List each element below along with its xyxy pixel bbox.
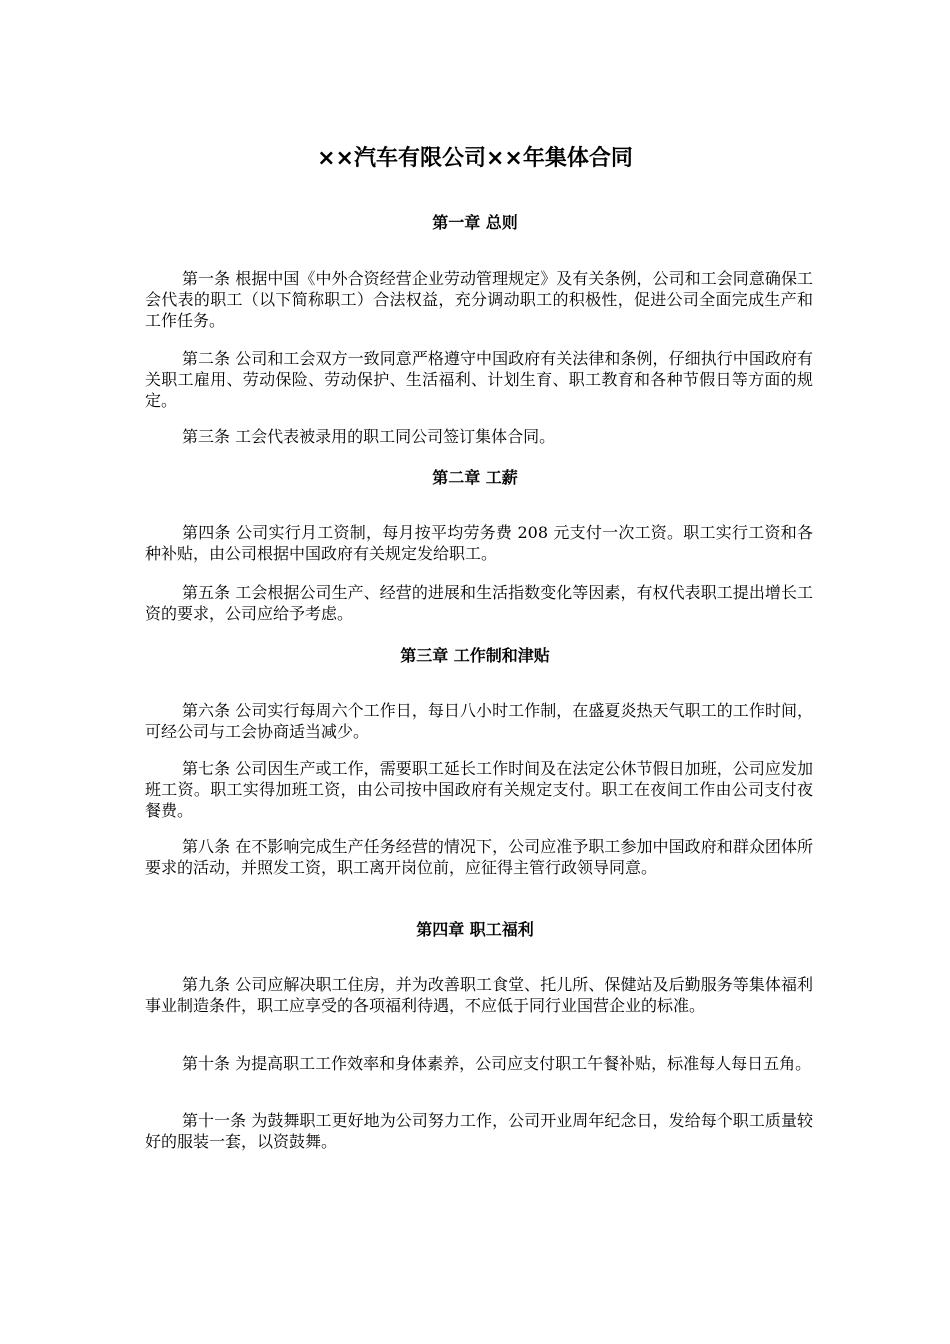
article-9: 第九条 公司应解决职工住房，并为改善职工食堂、托儿所、保健站及后勤服务等集体福利事业制造条件，职工应享受的各项福利待遇，不应低于同行业国营企业的标准。 (145, 975, 813, 1015)
article-11: 第十一条 为鼓舞职工更好地为公司努力工作，公司开业周年纪念日，发给每个职工质量较好的服装一套，以资鼓舞。 (145, 1111, 813, 1151)
chapter-heading-4: 第四章 职工福利 (416, 920, 534, 939)
article-6: 第六条 公司实行每周六个工作日，每日八小时工作制，在盛夏炎热天气职工的工作时间，可经公司与工会协商适当减少。 (145, 701, 813, 741)
article-7: 第七条 公司因生产或工作，需要职工延长工作时间及在法定公休节假日加班，公司应发加班工资。职工实得加班工资，由公司按中国政府有关规定支付。职工在夜间工作由公司支付夜餐费。 (145, 759, 813, 820)
article-3: 第三条 工会代表被录用的职工同公司签订集体合同。 (182, 427, 556, 446)
chapter-heading-3: 第三章 工作制和津贴 (400, 646, 550, 665)
article-2: 第二条 公司和工会双方一致同意严格遵守中国政府有关法律和条例，仔细执行中国政府有关职工雇用、劳动保险、劳动保护、生活福利、计划生育、职工教育和各种节假日等方面的规定。 (145, 349, 813, 410)
article-1: 第一条 根据中国《中外合资经营企业劳动管理规定》及有关条例，公司和工会同意确保工会代表的职工（以下简称职工）合法权益，充分调动职工的积极性，促进公司全面完成生产和工作任务。 (145, 269, 813, 330)
article-5: 第五条 工会根据公司生产、经营的进展和生活指数变化等因素，有权代表职工提出增长工资的要求，公司应给予考虑。 (145, 583, 813, 623)
chapter-heading-1: 第一章 总则 (432, 213, 518, 232)
document-title: ××汽车有限公司××年集体合同 (317, 146, 633, 171)
article-8: 第八条 在不影响完成生产任务经营的情况下，公司应准予职工参加中国政府和群众团体所要求的活动，并照发工资，职工离开岗位前，应征得主管行政领导同意。 (145, 837, 813, 877)
chapter-heading-2: 第二章 工薪 (432, 468, 518, 487)
article-4: 第四条 公司实行月工资制，每月按平均劳务费 208 元支付一次工资。职工实行工资和各种补贴，由公司根据中国政府有关规定发给职工。 (145, 523, 813, 563)
article-10: 第十条 为提高职工工作效率和身体素养，公司应支付职工午餐补贴，标准每人每日五角。 (182, 1054, 812, 1073)
